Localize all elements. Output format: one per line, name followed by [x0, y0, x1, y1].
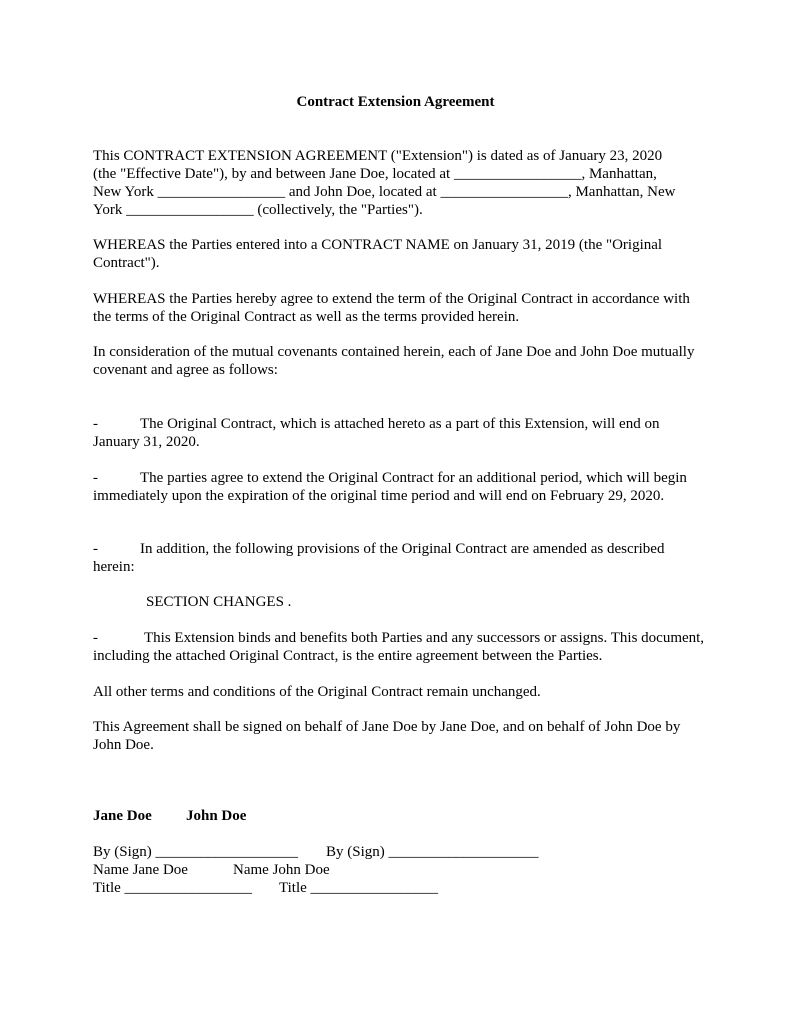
printed-name-2: Name John Doe — [233, 862, 330, 878]
signature-party-names — [93, 807, 246, 825]
list-dash: - — [93, 470, 98, 486]
whereas-paragraph-2: WHEREAS the Parties hereby agree to extend the term of the Original Contract in accordance with the terms of the Original Contract as well as the terms provided herein. — [93, 291, 690, 325]
intro-line-2: (the "Effective Date"), by and between Jane Doe, located at _________________, Manhattan, — [93, 166, 657, 182]
printed-name-1: Name Jane Doe — [93, 862, 188, 878]
intro-line-1: This CONTRACT EXTENSION AGREEMENT ("Extension") is dated as of January 23, 2020 — [93, 148, 663, 164]
list-item-3 — [93, 540, 708, 576]
list-item-1-text: The Original Contract, which is attached hereto as a part of this Extension, will end on January 31, 2020. — [93, 416, 660, 450]
other-terms-paragraph: All other terms and conditions of the Original Contract remain unchanged. — [93, 684, 541, 700]
list-dash: - — [93, 416, 98, 432]
list-item-2 — [93, 469, 708, 505]
intro-paragraph — [93, 147, 708, 219]
title-line-2: Title _________________ — [279, 880, 439, 896]
whereas-paragraph-1: WHEREAS the Parties entered into a CONTRACT NAME on January 31, 2019 (the "Original Contract"). — [93, 237, 663, 271]
consideration-paragraph: In consideration of the mutual covenants contained herein, each of Jane Doe and John Doe mutually covenant and agree as follows: — [93, 344, 695, 378]
signature-name-row — [93, 861, 330, 879]
intro-line-3: New York _________________ and John Doe, located at _________________, Manhattan, New — [93, 184, 676, 200]
title-line-1: Title _________________ — [93, 880, 253, 896]
party-2-name: John Doe — [186, 808, 247, 824]
signature-sign-row — [93, 843, 539, 861]
list-dash: - — [93, 541, 98, 557]
signature-title-row — [93, 879, 438, 897]
sign-line-1: By (Sign) ___________________ — [93, 844, 299, 860]
party-1-name: Jane Doe — [93, 808, 152, 824]
section-changes-heading: SECTION CHANGES . — [146, 594, 292, 610]
signing-clause-paragraph: This Agreement shall be signed on behalf of Jane Doe by Jane Doe, and on behalf of John Doe by John Doe. — [93, 719, 681, 753]
list-item-3-text: In addition, the following provisions of the Original Contract are amended as described herein: — [93, 541, 665, 575]
list-item-1 — [93, 415, 708, 451]
document-title: Contract Extension Agreement — [296, 94, 495, 110]
intro-line-4: York _________________ (collectively, the "Parties"). — [93, 202, 423, 218]
list-dash: - — [93, 630, 98, 646]
list-item-4 — [93, 629, 708, 665]
list-item-4-text: This Extension binds and benefits both Parties and any successors or assigns. This document, including the attached Original Contract, is the entire agreement between the Parties. — [93, 630, 705, 664]
list-item-2-text: The parties agree to extend the Original Contract for an additional period, which will begin immediately upon the expiration of the original time period and will end on February 29, 2020. — [93, 470, 687, 504]
sign-line-2: By (Sign) ____________________ — [326, 844, 539, 860]
